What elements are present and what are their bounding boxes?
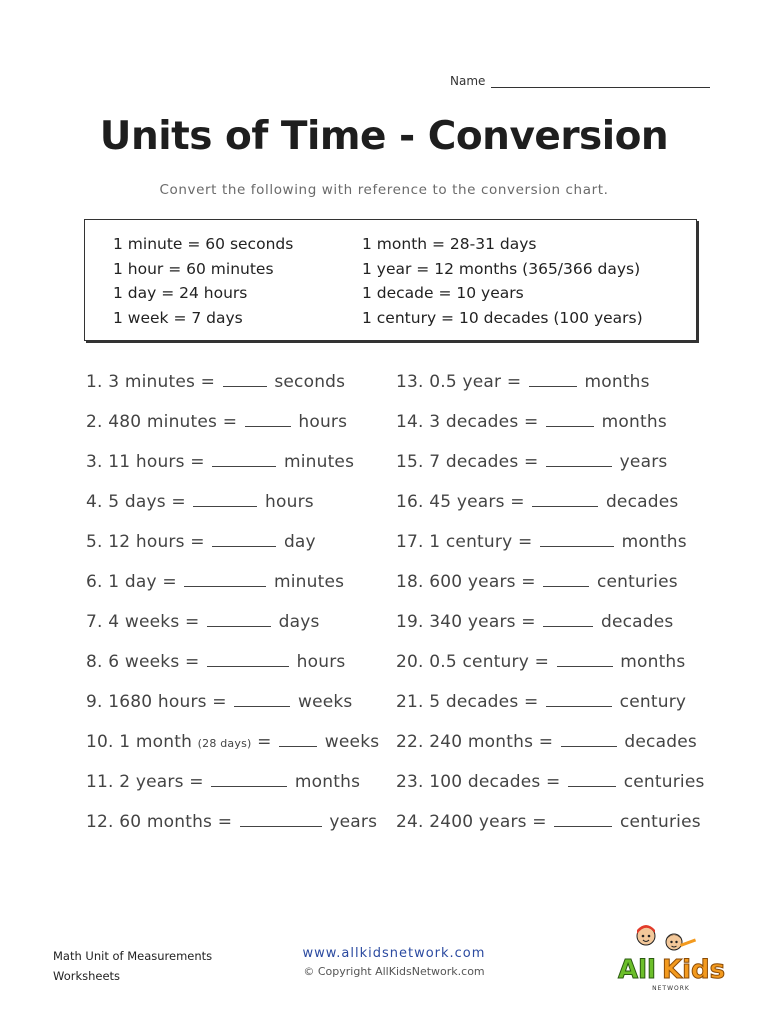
problem-item <box>86 528 379 568</box>
answer-blank[interactable] <box>568 771 616 787</box>
problem-target-unit: hours <box>298 412 348 432</box>
problem-target-unit: decades <box>600 612 674 632</box>
allkids-network-logo-icon <box>612 920 730 992</box>
name-field[interactable] <box>450 74 710 88</box>
conversion-chart-left-column <box>113 232 293 330</box>
problem-item <box>396 408 705 448</box>
problem-item <box>86 768 379 808</box>
problem-number: 24. <box>396 812 424 832</box>
problem-target-unit: months <box>620 652 686 672</box>
svg-text:NETWORK: NETWORK <box>652 985 690 992</box>
problem-target-unit: minutes <box>283 452 355 472</box>
conversion-rule: 1 week = 7 days <box>113 308 243 327</box>
problem-item <box>396 368 705 408</box>
problem-number: 9. <box>86 692 103 712</box>
problem-given: 3 minutes = <box>108 372 216 392</box>
problem-number: 17. <box>396 532 424 552</box>
problem-given: 2400 years = <box>429 812 547 832</box>
problem-item <box>396 488 705 528</box>
footer-category-line: Math Unit of Measurements <box>53 949 213 963</box>
problem-target-unit: centuries <box>623 772 705 792</box>
problem-given: 11 hours = <box>108 452 205 472</box>
answer-blank[interactable] <box>193 491 257 507</box>
conversion-chart <box>84 219 697 341</box>
problem-item <box>396 808 705 848</box>
problem-item <box>396 728 705 768</box>
problem-item <box>86 488 379 528</box>
problem-item: 10. 1 month (28 days) = weeks <box>86 732 380 752</box>
problem-given: 5 days = <box>108 492 186 512</box>
answer-blank[interactable] <box>212 531 276 547</box>
answer-blank[interactable] <box>279 731 317 747</box>
problem-item <box>86 808 379 848</box>
problem-target-unit: decades <box>624 732 697 752</box>
problem-target-unit: years <box>329 812 378 832</box>
footer-copyright: © Copyright AllKidsNetwork.com <box>303 965 485 978</box>
problem-note: (28 days) <box>197 737 252 750</box>
problem-item <box>396 768 705 808</box>
problem-given: 0.5 century = <box>429 652 550 672</box>
problem-given: 2 years = <box>119 772 204 792</box>
problem-target-unit: months <box>294 772 361 792</box>
problems-left-column <box>86 368 379 848</box>
answer-blank[interactable] <box>546 451 612 467</box>
problem-number: 21. <box>396 692 424 712</box>
name-underline[interactable] <box>491 76 710 88</box>
svg-text:Kids: Kids <box>662 955 726 985</box>
worksheet-instructions: Convert the following with reference to the conversion chart. <box>159 182 609 198</box>
problem-number: 12. <box>86 812 114 832</box>
conversion-rule: 1 month = 28-31 days <box>362 235 537 253</box>
problem-target-unit: centuries <box>619 812 701 832</box>
problem-number: 8. <box>86 652 103 672</box>
problem-item <box>86 448 379 488</box>
conversion-rule: 1 minute = 60 seconds <box>113 235 294 253</box>
problem-item <box>396 608 705 648</box>
problem-item <box>396 528 705 568</box>
problem-number: 7. <box>86 612 103 632</box>
problem-item <box>86 568 379 608</box>
problem-item <box>396 688 705 728</box>
answer-blank[interactable] <box>546 691 612 707</box>
problem-given: 1680 hours = <box>108 692 227 712</box>
problem-given: 3 decades = <box>429 412 539 432</box>
problem-item <box>396 568 705 608</box>
answer-blank[interactable] <box>240 811 322 827</box>
problem-target-unit: months <box>601 412 667 432</box>
problem-number: 3. <box>86 452 103 472</box>
problem-number: 2. <box>86 412 103 432</box>
problem-given: 240 months = <box>429 732 554 752</box>
problems-right-column <box>396 368 705 848</box>
answer-blank[interactable] <box>561 731 617 747</box>
svg-text:All: All <box>618 955 656 985</box>
answer-blank[interactable] <box>211 771 287 787</box>
problem-target-unit: decades <box>605 492 679 512</box>
problem-number: 10. <box>86 732 114 752</box>
problem-target-unit: centuries <box>596 572 678 592</box>
answer-blank[interactable] <box>554 811 612 827</box>
problem-given: 45 years = <box>429 492 525 512</box>
problem-given: 480 minutes = <box>108 412 238 432</box>
answer-blank[interactable] <box>532 491 598 507</box>
problem-target-unit: hours <box>265 492 314 512</box>
problem-target-unit: minutes <box>274 572 345 592</box>
conversion-rule: 1 hour = 60 minutes <box>113 259 274 278</box>
problem-number: 13. <box>396 372 424 392</box>
problem-target-unit: months <box>584 372 650 392</box>
problem-given: 6 weeks = <box>108 652 200 672</box>
problem-target-unit: seconds <box>274 372 346 392</box>
problem-given: 1 day = <box>108 572 177 592</box>
problem-number: 18. <box>396 572 424 592</box>
problem-target-unit: months <box>621 532 687 552</box>
problem-number: 4. <box>86 492 103 512</box>
answer-blank[interactable] <box>546 411 594 427</box>
problem-number: 20. <box>396 652 424 672</box>
problem-given: 4 weeks = <box>108 612 200 632</box>
problem-number: 11. <box>86 772 114 792</box>
problem-target-unit: years <box>619 452 668 472</box>
problem-given: 0.5 year = <box>429 372 522 392</box>
problem-number: 14. <box>396 412 424 432</box>
answer-blank[interactable] <box>207 611 271 627</box>
answer-blank[interactable] <box>223 371 267 387</box>
problem-given: 100 decades = <box>429 772 561 792</box>
answer-blank[interactable] <box>543 611 593 627</box>
problem-target-unit: hours <box>296 652 346 672</box>
problem-number: 22. <box>396 732 424 752</box>
footer-website-link[interactable]: www.allkidsnetwork.com <box>302 946 486 961</box>
problem-item <box>86 608 379 648</box>
problem-given: 1 month <box>119 732 193 752</box>
answer-blank[interactable] <box>529 371 577 387</box>
problem-given: 1 century = <box>429 532 533 552</box>
problem-number: 19. <box>396 612 424 632</box>
footer-category-line: Worksheets <box>53 969 121 983</box>
problem-given: 60 months = <box>119 812 233 832</box>
problem-given: 12 hours = <box>108 532 205 552</box>
problem-number: 5. <box>86 532 103 552</box>
problem-item <box>86 368 379 408</box>
answer-blank[interactable] <box>234 691 290 707</box>
conversion-rule: 1 day = 24 hours <box>113 284 248 302</box>
problem-given: 340 years = <box>429 612 536 632</box>
problem-item <box>396 448 705 488</box>
problem-given: 5 decades = <box>429 692 539 712</box>
problem-target-unit: weeks <box>324 732 380 752</box>
problem-given: 600 years = <box>429 572 536 592</box>
worksheet-title: Units of Time - Conversion <box>99 114 669 159</box>
conversion-rule: 1 decade = 10 years <box>362 284 524 302</box>
conversion-rule: 1 century = 10 decades (100 years) <box>362 308 643 327</box>
problem-given: 7 decades = <box>429 452 539 472</box>
answer-blank[interactable] <box>543 571 589 587</box>
answer-blank[interactable] <box>184 571 266 587</box>
conversion-rule: 1 year = 12 months (365/366 days) <box>362 259 641 278</box>
conversion-chart-right-column <box>362 232 643 330</box>
answer-blank[interactable] <box>540 531 614 547</box>
problem-number: 23. <box>396 772 424 792</box>
answer-blank[interactable] <box>557 651 613 667</box>
problem-number: 1. <box>86 372 103 392</box>
problem-item <box>86 688 379 728</box>
problem-target-unit: weeks <box>297 692 353 712</box>
answer-blank[interactable] <box>207 651 289 667</box>
answer-blank[interactable] <box>245 411 291 427</box>
answer-blank[interactable] <box>212 451 276 467</box>
problem-target-unit: day <box>283 532 316 552</box>
problem-target-unit: century <box>619 692 687 712</box>
problem-item <box>86 408 379 448</box>
problem-item <box>396 648 705 688</box>
problem-number: 16. <box>396 492 424 512</box>
problem-number: 15. <box>396 452 424 472</box>
problem-item <box>86 648 379 688</box>
problem-number: 6. <box>86 572 103 592</box>
name-label: Name <box>450 74 486 88</box>
problem-target-unit: days <box>278 612 320 632</box>
